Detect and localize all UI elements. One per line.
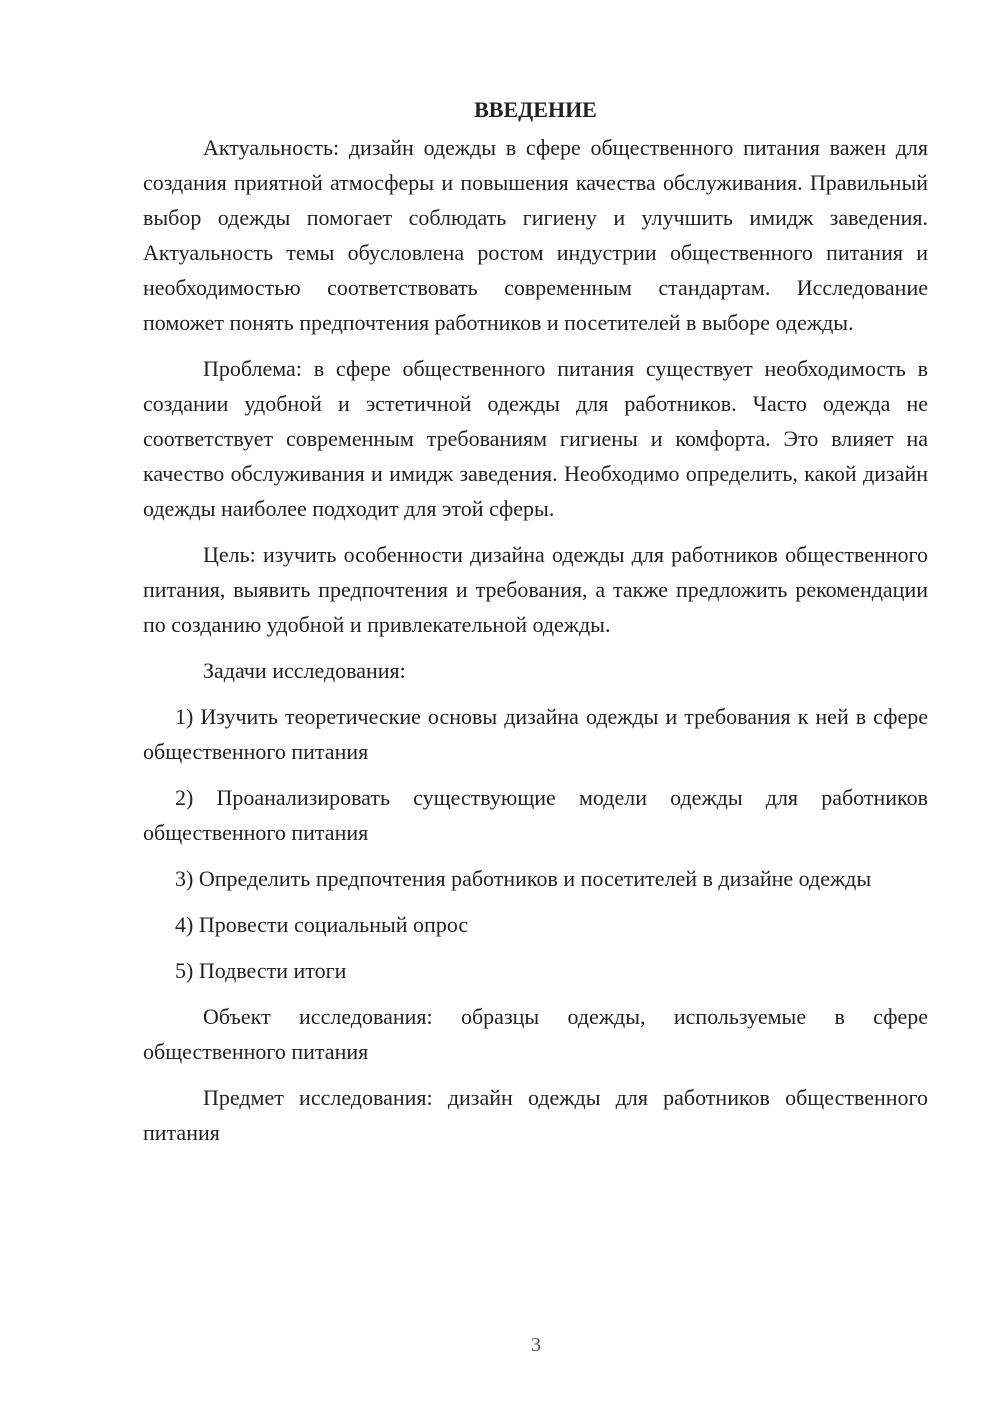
paragraph-relevance: Актуальность: дизайн одежды в сфере общественного питания важен для создания приятной атмосферы и повышения качества обслуживания. Правильный выбор одежды помогает соблюдать гигиену и улучшить имидж заведения. Актуальность темы обусловлена ростом индустрии общественного питания и необходимостью соответствовать современным стандартам. Исследование поможет понять предпочтения работников и посетителей в выборе одежды. <box>143 135 928 335</box>
paragraph-goal: Цель: изучить особенности дизайна одежды для работников общественного питания, выявить предпочтения и требования, а также предложить рекомендации по созданию удобной и привлекательной одежды. <box>143 542 928 637</box>
task-item-3: 3) Определить предпочтения работников и посетителей в дизайне одежды <box>175 866 872 891</box>
task-item-4: 4) Провести социальный опрос <box>175 912 469 937</box>
tasks-heading: Задачи исследования: <box>203 658 406 683</box>
paragraph-object: Объект исследования: образцы одежды, используемые в сфере общественного питания <box>143 1004 928 1064</box>
task-item-5: 5) Подвести итоги <box>175 958 347 983</box>
paragraph-subject: Предмет исследования: дизайн одежды для работников общественного питания <box>143 1085 928 1145</box>
section-title: ВВЕДЕНИЕ <box>474 97 597 122</box>
page-number: 3 <box>531 1334 541 1356</box>
task-item-1: 1) Изучить теоретические основы дизайна одежды и требования к ней в сфере общественного питания <box>143 704 928 764</box>
paragraph-problem: Проблема: в сфере общественного питания существует необходимость в создании удобной и эстетичной одежды для работников. Часто одежда не соответствует современным требованиям гигиены и комфорта. Это влияет на качество обслуживания и имидж заведения. Необходимо определить, какой дизайн одежды наиболее подходит для этой сферы. <box>143 356 928 521</box>
document-page <box>143 92 928 1161</box>
task-item-2: 2) Проанализировать существующие модели одежды для работников общественного питания <box>143 785 928 845</box>
